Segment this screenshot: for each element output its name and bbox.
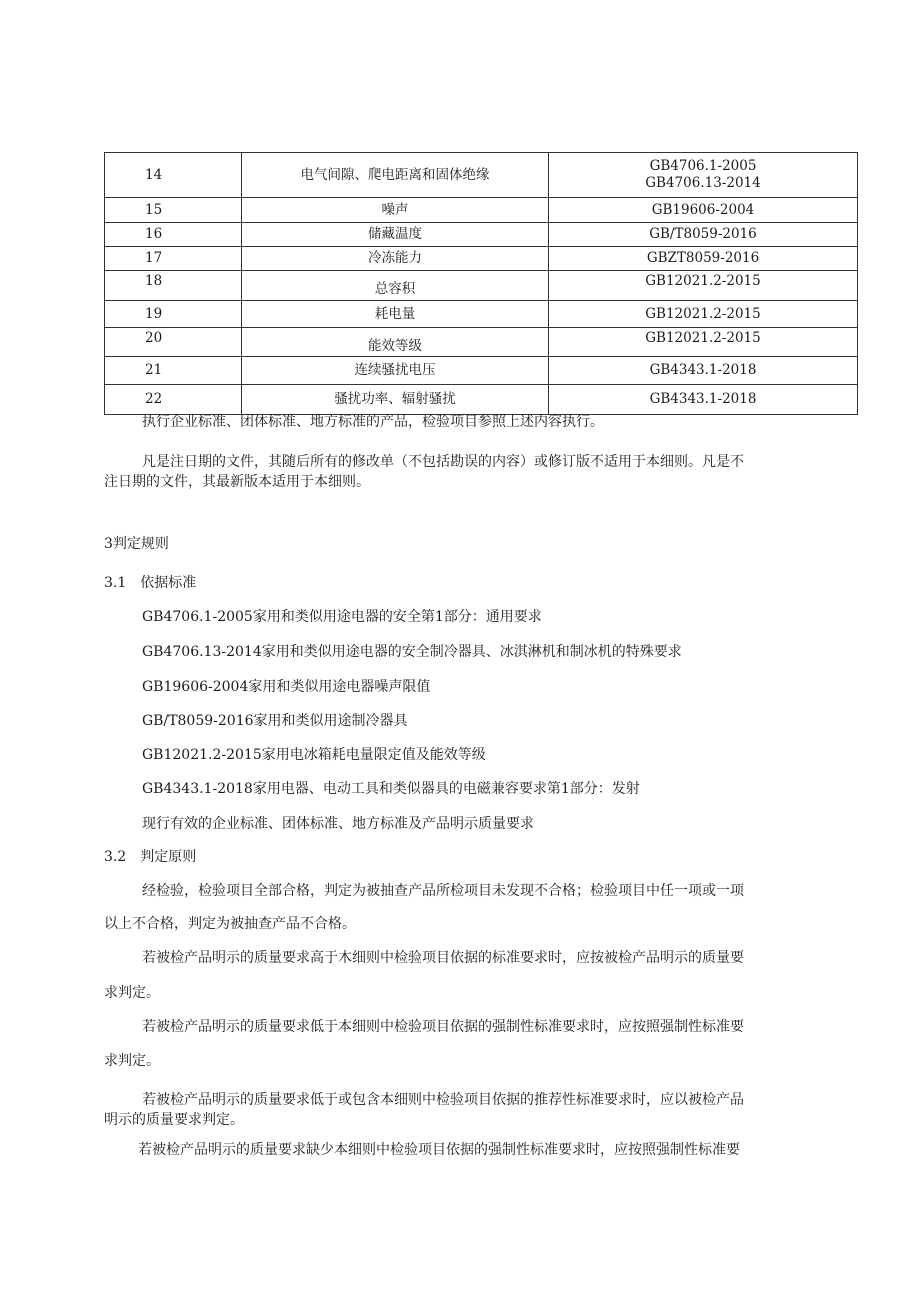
row-item: 噪声 bbox=[242, 198, 549, 223]
standard-list-item: GB/T8059-2016家用和类似用途制冷器具 bbox=[142, 713, 408, 729]
note-paragraph-2-line-1: 凡是注日期的文件，其随后所有的修改单（不包括勘误的内容）或修订版不适用于本细则。凡是不 bbox=[142, 454, 744, 470]
row-item bbox=[242, 328, 549, 357]
table-row bbox=[105, 223, 858, 247]
row-number: 16 bbox=[105, 223, 242, 247]
principle-paragraph-line-1: 若被检产品明示的质量要求低于本细则中检验项目依据的强制性标准要求时，应按照强制性标准要 bbox=[142, 1019, 744, 1035]
principle-paragraph-line-1: 若被检产品明示的质量要求高于木细则中检验项目依据的标准要求时，应按被检产品明示的质量要 bbox=[142, 950, 744, 966]
section-3-1-heading: 3.1 依据标准 bbox=[104, 575, 197, 591]
standard-code: GB4706.1-2005 bbox=[649, 158, 757, 174]
row-number: 18 bbox=[105, 271, 242, 301]
principle-paragraph-line-2: 求判定。 bbox=[104, 1053, 160, 1069]
principle-paragraph-line-1: 若被检产品明示的质量要求缺少本细则中检验项目依据的强制性标准要求时，应按照强制性标准要 bbox=[138, 1142, 740, 1158]
section-3-2-heading: 3.2 判定原则 bbox=[104, 849, 197, 865]
row-item: 电气间隙、爬电距离和固体绝缘 bbox=[242, 153, 549, 198]
table-row bbox=[105, 247, 858, 271]
row-number: 15 bbox=[105, 198, 242, 223]
note-paragraph-2-line-2: 注日期的文件，其最新版本适用于本细则。 bbox=[104, 474, 370, 490]
table-row bbox=[105, 153, 858, 198]
table-row bbox=[105, 328, 858, 357]
row-number: 14 bbox=[105, 153, 242, 198]
row-number: 19 bbox=[105, 301, 242, 328]
row-item: 储藏温度 bbox=[242, 223, 549, 247]
principle-paragraph-line-1: 经检验，检验项目全部合格，判定为被抽查产品所检项目未发现不合格；检验项目中任一项或一项 bbox=[142, 883, 744, 899]
principle-paragraph-line-2: 求判定。 bbox=[104, 985, 160, 1001]
row-standard: GB4343.1-2018 bbox=[549, 357, 858, 385]
row-number: 20 bbox=[105, 328, 242, 357]
row-standard: GB12021.2-2015 bbox=[549, 301, 858, 328]
standard-list-item: GB4706.1-2005家用和类似用途电器的安全第1部分：通用要求 bbox=[142, 609, 542, 625]
standard-list-item: GB4343.1-2018家用电器、电动工具和类似器具的电磁兼容要求第1部分：发射 bbox=[142, 781, 640, 797]
row-standard: GB12021.2-2015 bbox=[549, 271, 858, 301]
standard-list-item: 现行有效的企业标准、团体标准、地方标准及产品明示质量要求 bbox=[142, 816, 534, 832]
principle-paragraph-line-2: 以上不合格，判定为被抽查产品不合格。 bbox=[104, 916, 356, 932]
row-standard bbox=[549, 153, 858, 198]
row-number: 22 bbox=[105, 385, 242, 415]
row-standard: GB/T8059-2016 bbox=[549, 223, 858, 247]
row-standard: GB4343.1-2018 bbox=[549, 385, 858, 415]
row-item: 冷冻能力 bbox=[242, 247, 549, 271]
row-item: 骚扰功率、辐射骚扰 bbox=[242, 385, 549, 415]
table-row bbox=[105, 301, 858, 328]
standard-list-item: GB4706.13-2014家用和类似用途电器的安全制冷器具、冰淇淋机和制冰机的特殊要求 bbox=[142, 644, 682, 660]
row-standard: GB12021.2-2015 bbox=[549, 328, 858, 357]
row-item bbox=[242, 271, 549, 301]
row-item-text: 总容积 bbox=[374, 281, 416, 297]
table-row bbox=[105, 357, 858, 385]
standard-list-item: GB19606-2004家用和类似用途电器噪声限值 bbox=[142, 679, 431, 695]
inspection-items-table bbox=[104, 152, 858, 415]
row-standard: GBZT8059-2016 bbox=[549, 247, 858, 271]
note-paragraph-1: 执行企业标准、团体标准、地方标准的产品，检验项目参照上述内容执行。 bbox=[142, 414, 604, 430]
row-item-text: 能效等级 bbox=[368, 338, 422, 354]
row-item: 耗电量 bbox=[242, 301, 549, 328]
table-row bbox=[105, 271, 858, 301]
principle-paragraph-line-1: 若被检产品明示的质量要求低于或包含本细则中检验项目依据的推荐性标准要求时，应以被检产品 bbox=[142, 1092, 744, 1108]
table-row bbox=[105, 385, 858, 415]
row-item: 连续骚扰电压 bbox=[242, 357, 549, 385]
section-3-heading: 3判定规则 bbox=[104, 536, 169, 552]
row-standard: GB19606-2004 bbox=[549, 198, 858, 223]
principle-paragraph-line-2: 明示的质量要求判定。 bbox=[104, 1112, 244, 1128]
row-number: 17 bbox=[105, 247, 242, 271]
row-number: 21 bbox=[105, 357, 242, 385]
standard-list-item: GB12021.2-2015家用电冰箱耗电量限定值及能效等级 bbox=[142, 747, 486, 763]
standard-code: GB4706.13-2014 bbox=[645, 175, 761, 191]
table-row bbox=[105, 198, 858, 223]
